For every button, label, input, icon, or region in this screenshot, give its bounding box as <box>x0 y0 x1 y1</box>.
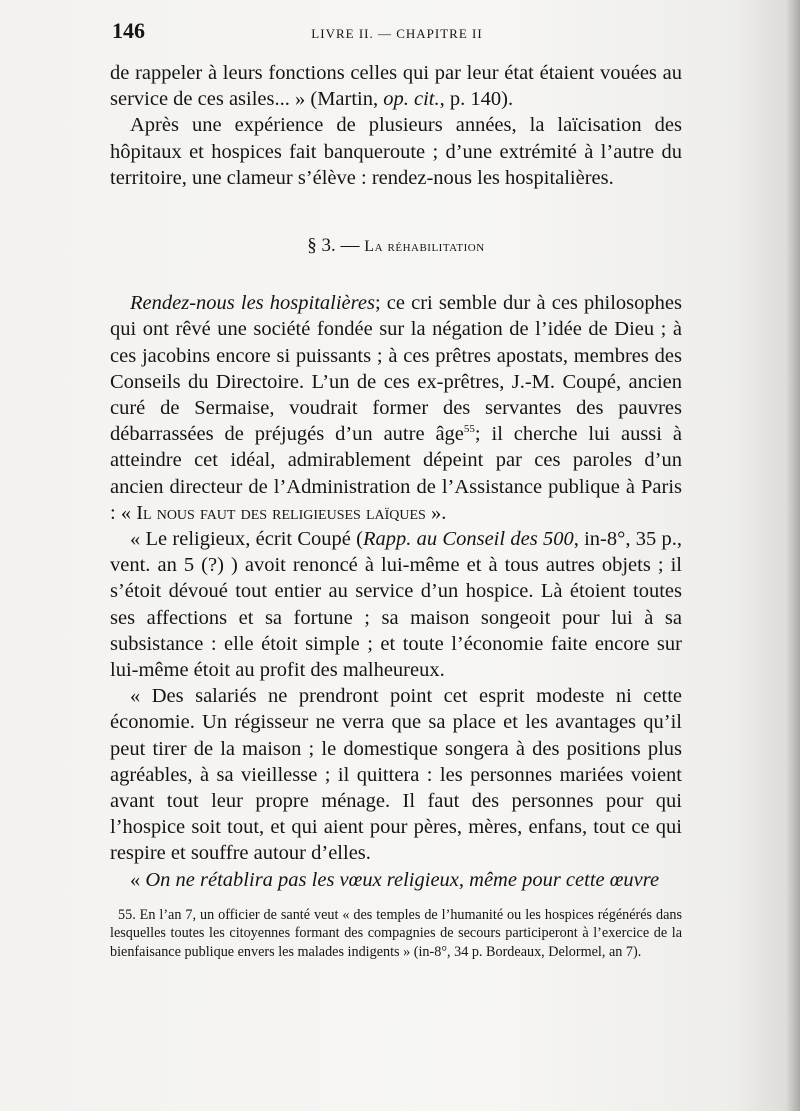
p3-italic-lead: Rendez-nous les hospitalières <box>130 292 375 315</box>
p1-citation-italic: op. cit. <box>383 88 440 111</box>
paragraph-3 <box>110 290 682 526</box>
p4-italic-ref: Rapp. au Conseil des 500 <box>362 528 574 551</box>
p1-text-c: , p. 140). <box>439 88 514 111</box>
footnote-ref-55[interactable]: 55 <box>463 423 475 436</box>
p3-text-c: ; il cherche lui aussi à atteindre cet idéal, admirablement dépeint par ces paroles d’un ancien directeur de l’Administration de l’Assistance publique à Paris : « <box>110 423 682 524</box>
p4-text-a: « Le religieux, écrit Coupé ( <box>130 528 363 551</box>
paragraph-4 <box>110 526 682 683</box>
p3-text-b: ; ce cri semble dur à ces philosophes qui ont rêvé une société fondée sur la négation de l’idée de Dieu ; à ces jacobins encore si puissants ; à ces prêtres apostats, membres des Conseils du Directoire. L’un de ces ex-prêtres, J.-M. Coupé, ancien curé de Sermaise, voudrait former des servantes des pauvres débarrassées de préjugés d’un autre âge <box>110 292 682 446</box>
p6-italic: On ne rétablira pas les vœux religieux, même pour cette œuvre <box>145 868 660 891</box>
page-number: 146 <box>112 18 145 43</box>
p3-smallcaps-quote: Il nous faut des religieuses laïques <box>136 501 426 524</box>
section-dash: — <box>340 235 360 257</box>
section-heading <box>110 233 682 260</box>
footnote-55: 55. En l’an 7, un officier de santé veut « des temples de l’humanité ou les hospices régénérés dans lesquelles toutes les citoyennes formant des compagnies de secours participeront à l’exercice de la bienfaisance publique envers les malades indigents » (in-8°, 34 p. Bordeaux, Delormel, an 7). <box>110 907 682 960</box>
page-edge-shadow <box>786 0 800 1111</box>
section-number: § 3. <box>307 235 336 257</box>
p4-text-c: , in-8°, 35 p., vent. an 5 (?) ) avoit renoncé à lui-même et à tous autres objets ; il s’étoit dévoué tout entier au service d’un hospice. Là étoient toutes ses affections et sa fortune ; sa maison songeoit pour lui à sa subsistance : elle étoit simple ; et toute l’économie faite encore sur lui-même étoit au profit des malheureux. <box>110 528 682 682</box>
p1-text-a: de rappeler à leurs fonctions celles qui par leur état étaient vouées au service de ces asiles... » (Martin, <box>110 62 682 111</box>
section-title: La réhabilitation <box>364 238 485 256</box>
p3-text-e: ». <box>425 501 447 524</box>
p6-text-a: « <box>130 868 146 891</box>
paragraph-5: « Des salariés ne prendront point cet esprit modeste ni cette économie. Un régisseur ne verra que sa place et les avantages qu’il peut tirer de la maison ; le domestique songera à des positions plus agréables, à sa vieillesse ; il quittera : les personnes mariées voient avant tout leur propre ménage. Il faut des personnes pour qui l’hospice soit tout, et qui aient pour pères, mères, enfans, tout ce qui respire et souffre autour d’elles. <box>110 685 682 865</box>
running-title: LIVRE II. — CHAPITRE II <box>311 26 483 41</box>
paragraph-1 <box>110 60 682 112</box>
running-header <box>112 18 682 48</box>
paragraph-6 <box>110 867 682 893</box>
paragraph-2: Après une expérience de plusieurs années, la laïcisation des hôpitaux et hospices fait banqueroute ; d’une extrémité à l’autre du territoire, une clameur s’élève : rendez-nous les hospitalières. <box>110 114 682 189</box>
main-text <box>110 60 682 893</box>
footnotes <box>110 906 682 961</box>
